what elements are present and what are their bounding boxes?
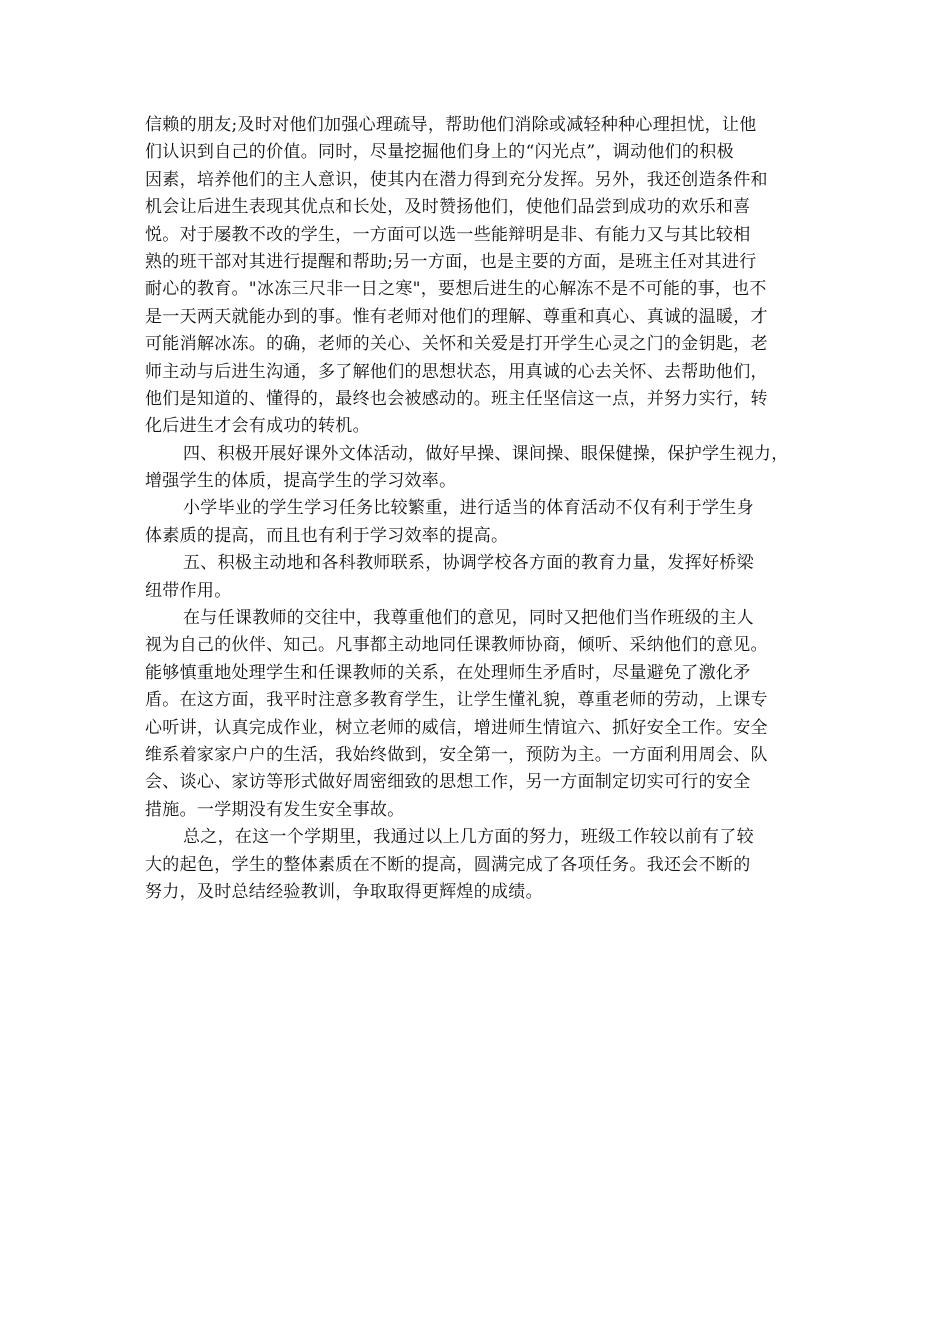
text-line: 措施。一学期没有发生安全事故。 — [145, 799, 405, 820]
document-page — [145, 112, 810, 906]
text-line: 们认识到自己的价值。同时，尽量挖掘他们身上的“闪光点”，调动他们的积极 — [145, 142, 734, 163]
text-line: 悦。对于屡教不改的学生，一方面可以选一些能辩明是非、有能力又与其比较相 — [145, 224, 751, 245]
text-line: 师主动与后进生沟通，多了解他们的思想状态，用真诚的心去关怀、去帮助他们， — [145, 361, 768, 382]
text-line: 耐心的教育。"冰冻三尺非一日之寒"，要想后进生的心解冻不是不可能的事，也不 — [145, 279, 767, 300]
text-line: 维系着家家户户的生活，我始终做到，安全第一，预防为主。一方面利用周会、队 — [145, 744, 768, 765]
text-line: 增强学生的体质，提高学生的学习效率。 — [145, 471, 457, 492]
text-line: 体素质的提高，而且也有利于学习效率的提高。 — [145, 525, 509, 546]
text-line: 是一天两天就能办到的事。惟有老师对他们的理解、尊重和真心、真诚的温暖，才 — [145, 306, 768, 327]
paragraph-6 — [145, 824, 810, 906]
text-line: 四、积极开展好课外文体活动，做好早操、课间操、眼保健操，保护学生视力， — [183, 443, 789, 464]
text-line: 能够慎重地处理学生和任课教师的关系，在处理师生矛盾时，尽量避免了激化矛 — [145, 662, 751, 683]
text-line: 盾。在这方面，我平时注意多教育学生，让学生懂礼貌，尊重老师的劳动，上课专 — [145, 690, 768, 711]
text-line: 机会让后进生表现其优点和长处，及时赞扬他们，使他们品尝到成功的欢乐和喜 — [145, 197, 751, 218]
text-line: 大的起色，学生的整体素质在不断的提高，圆满完成了各项任务。我还会不断的 — [145, 854, 751, 875]
paragraph-4 — [145, 550, 810, 605]
text-line: 会、谈心、家访等形式做好周密细致的思想工作，另一方面制定切实可行的安全 — [145, 772, 751, 793]
text-line: 化后进生才会有成功的转机。 — [145, 416, 370, 437]
text-line: 纽带作用。 — [145, 580, 232, 601]
paragraph-1 — [145, 112, 810, 441]
text-line: 视为自己的伙伴、知己。凡事都主动地同任课教师协商，倾听、采纳他们的意见。 — [145, 635, 768, 656]
text-line: 总之，在这一个学期里，我通过以上几方面的努力，班级工作较以前有了较 — [183, 827, 754, 848]
text-line: 可能消解冰冻。的确，老师的关心、关怀和关爱是打开学生心灵之门的金钥匙，老 — [145, 334, 768, 355]
text-line: 熟的班干部对其进行提醒和帮助;另一方面，也是主要的方面，是班主任对其进行 — [145, 251, 757, 272]
paragraph-3 — [145, 495, 810, 550]
text-line: 小学毕业的学生学习任务比较繁重，进行适当的体育活动不仅有利于学生身 — [183, 498, 754, 519]
paragraph-2 — [145, 441, 810, 496]
text-line: 信赖的朋友;及时对他们加强心理疏导，帮助他们消除或减轻种种心理担忧，让他 — [145, 115, 757, 135]
paragraph-5 — [145, 605, 810, 824]
text-line: 五、积极主动地和各科教师联系，协调学校各方面的教育力量，发挥好桥梁 — [183, 553, 754, 574]
text-line: 心听讲，认真完成作业，树立老师的威信，增进师生情谊六、抓好安全工作。安全 — [145, 717, 768, 738]
text-line: 他们是知道的、懂得的，最终也会被感动的。班主任坚信这一点，并努力实行，转 — [145, 388, 768, 409]
text-line: 在与任课教师的交往中，我尊重他们的意见，同时又把他们当作班级的主人 — [183, 608, 754, 629]
text-line: 努力，及时总结经验教训，争取取得更辉煌的成绩。 — [145, 881, 543, 902]
text-line: 因素，培养他们的主人意识，使其内在潜力得到充分发挥。另外，我还创造条件和 — [145, 169, 768, 190]
